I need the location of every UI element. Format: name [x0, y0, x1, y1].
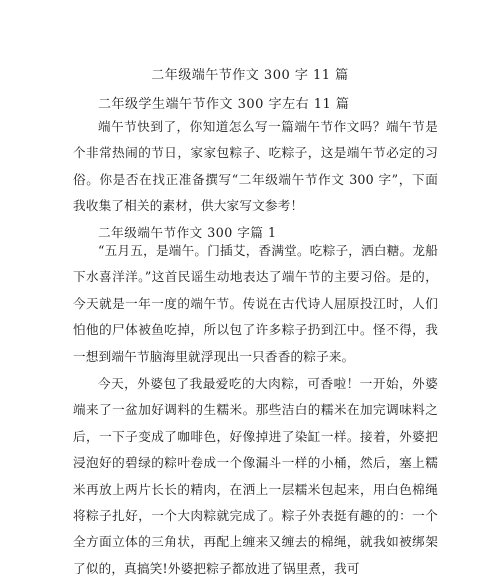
essay-paragraph-2: 今天，外婆包了我最爱吃的大肉粽，可香啦！一开始，外婆端来了一盆加好调料的生糯米。那些洁白的糯米在加完调味料之后，一下子变成了咖啡色，好像掉进了染缸一样。接着，外婆把浸泡好的碧绿的粽叶卷成一个像漏斗一样的小桶，然后，塞上糯米再放上两片长长的精肉，在洒上一层糯米包起来，用白色棉绳将粽子扎好，一个大肉粽就完成了。粽子外表挺有趣的的：一个全方面立体的三角状，再配上缠来又缠去的棉绳，就我如被绑架了似的，真搞笑!外婆把粽子都放进了锅里煮，我可 [73, 376, 438, 576]
document-title: 二年级端午节作文 300 字 11 篇 [151, 68, 349, 83]
section-heading: 二年级端午节作文 300 字篇 1 [98, 225, 277, 240]
intro-paragraph: 端午节快到了，你知道怎么写一篇端午节作文吗？端午节是个非常热闹的节日，家家包粽子、吃粽子，这是端午节必定的习俗。你是否在找正准备撰写“二年级端午节作文 300 字”，下面我收集了相关的素材，供大家写文参考！ [73, 119, 438, 214]
essay-paragraph-1: “五月五，是端午。门插艾，香满堂。吃粽子，洒白糖。龙船下水喜洋洋。”这首民谣生动地表达了端午节的主要习俗。是的，今天就是一年一度的端午节。传说在古代诗人屈原投江时，人们怕他的尸体被鱼吃掉，所以包了许多粽子扔到江中。怪不得，我一想到端午节脑海里就浮现出一只香香的粽子来。 [73, 243, 438, 364]
document-subtitle: 二年级学生端午节作文 300 字左右 11 篇 [98, 97, 350, 112]
